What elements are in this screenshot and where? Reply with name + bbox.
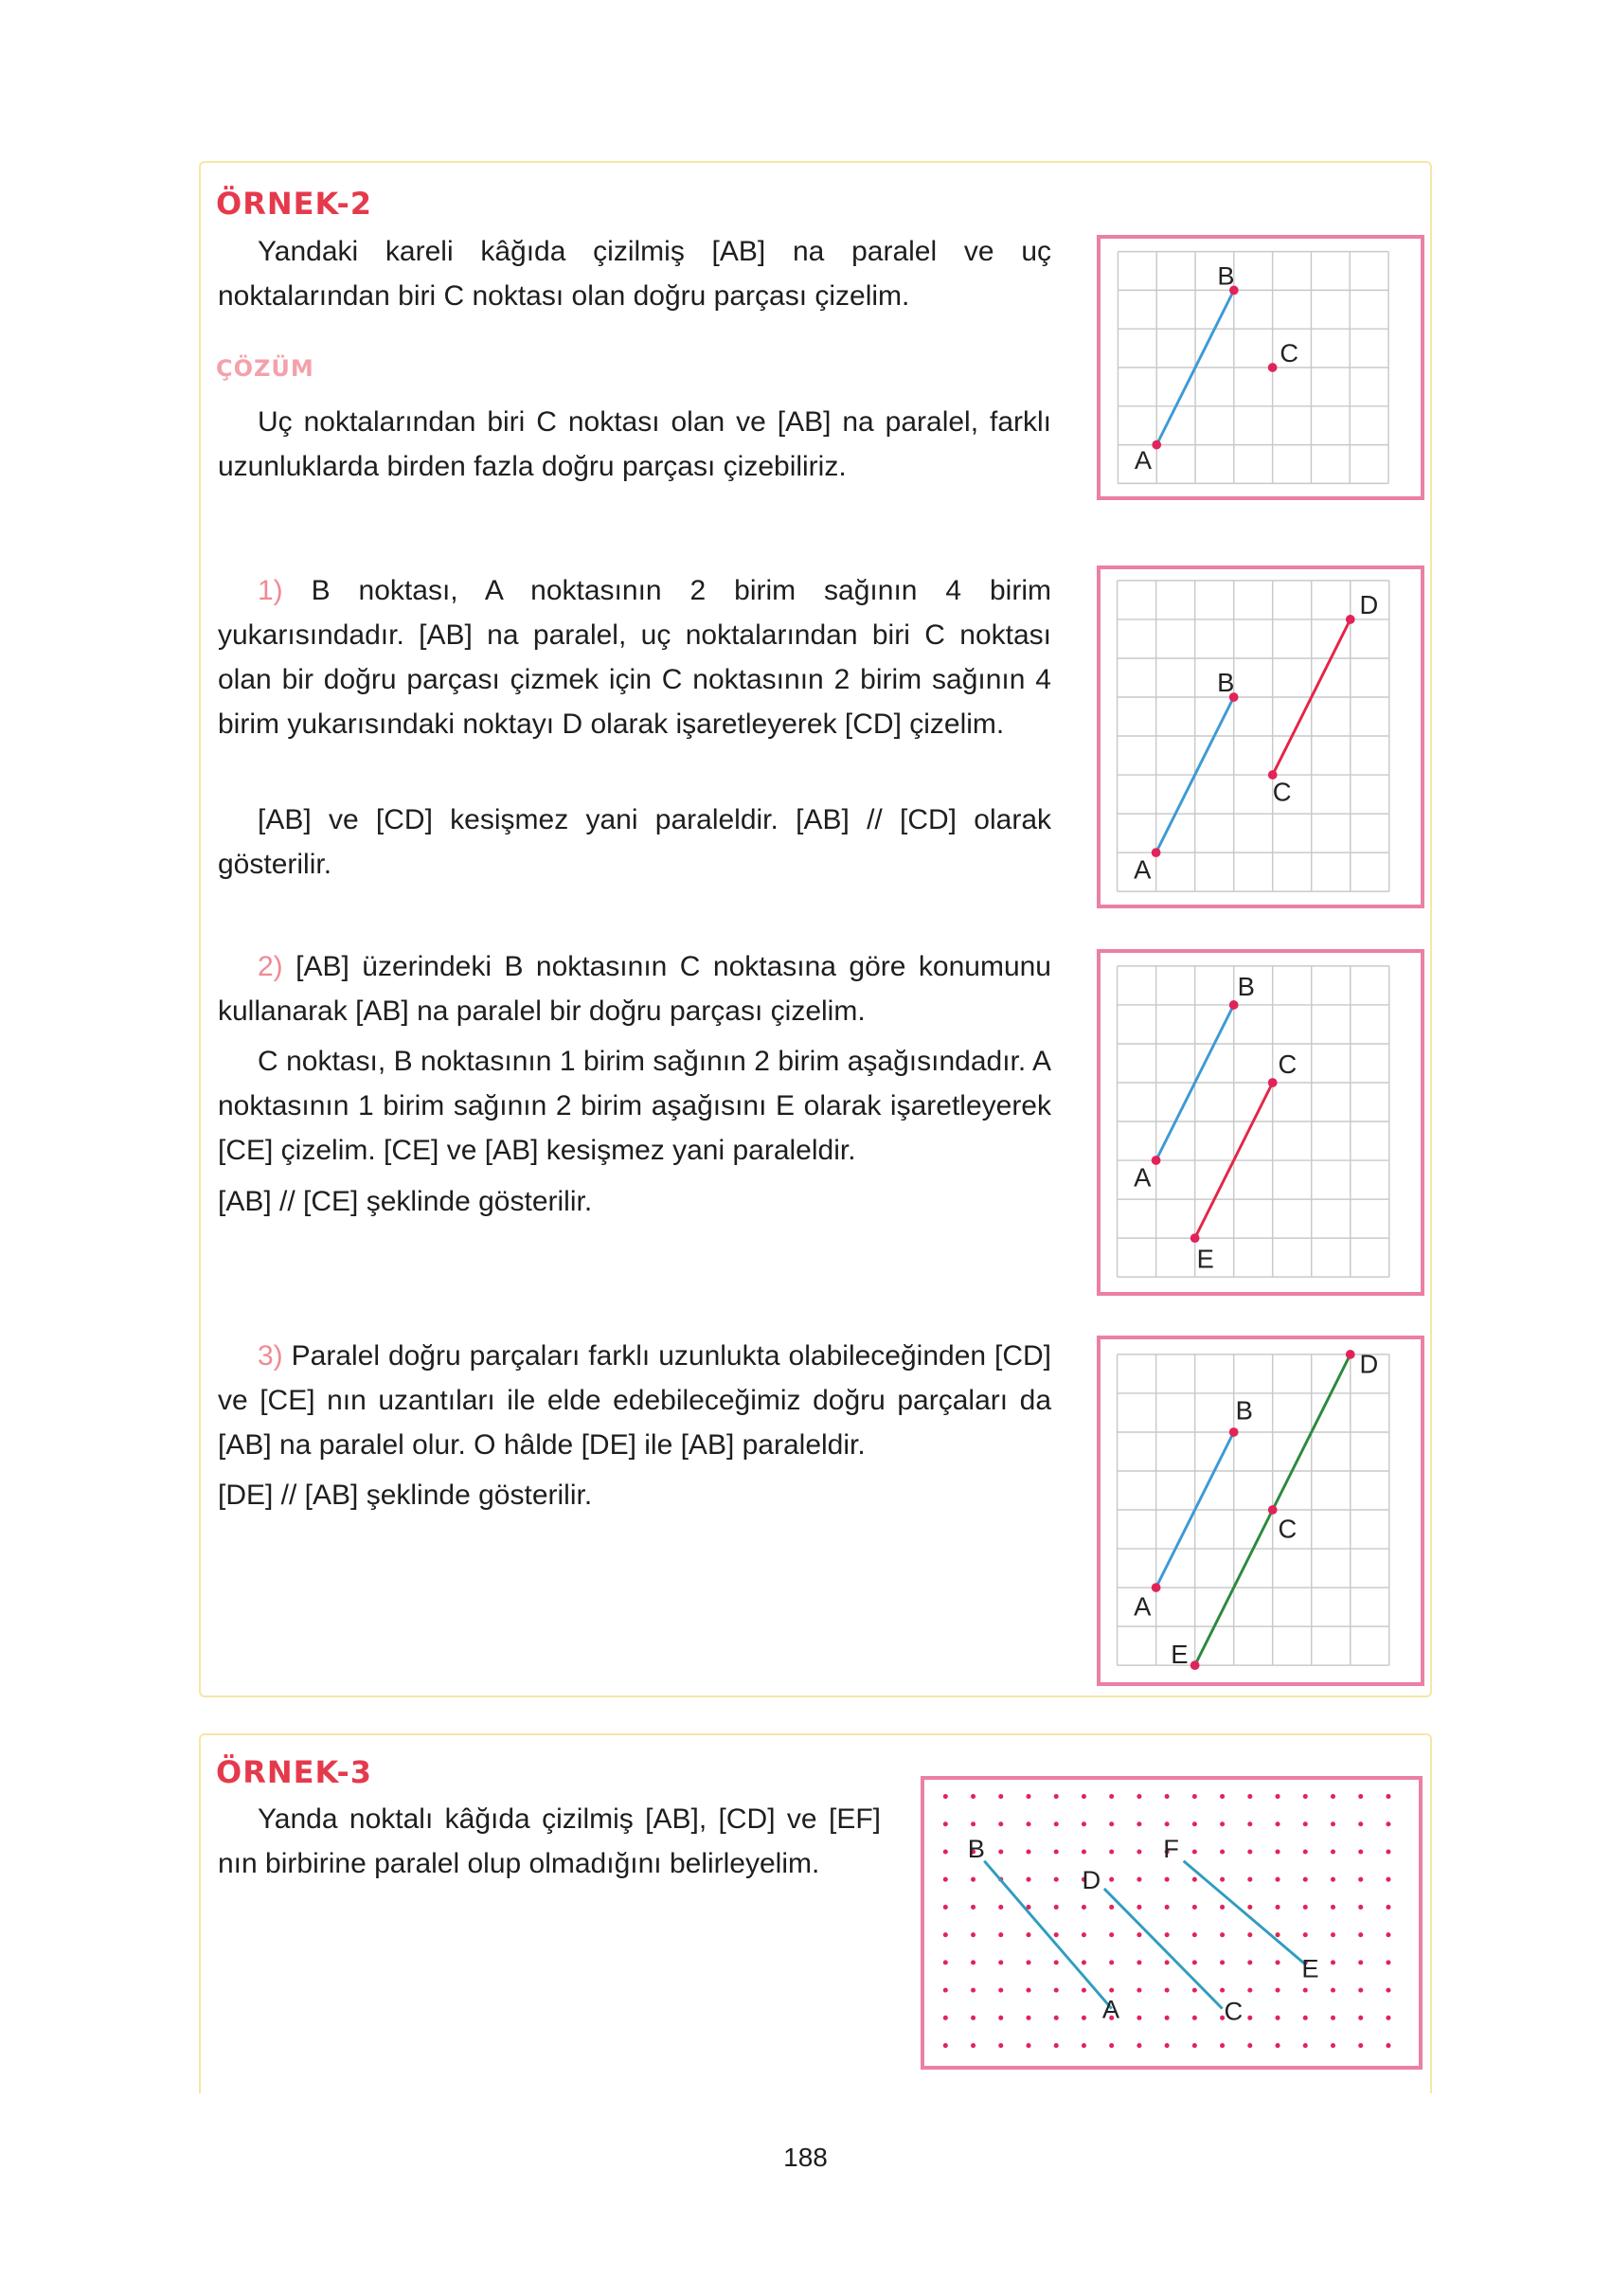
- grid-dot: [1386, 1932, 1390, 1937]
- grid-dot: [1082, 1960, 1086, 1964]
- label-b: B: [1237, 972, 1255, 1002]
- grid-dot: [1026, 2043, 1030, 2048]
- grid-dot: [1331, 2043, 1335, 2048]
- grid-dot: [1220, 1905, 1225, 1910]
- grid-dot: [1303, 1821, 1308, 1826]
- grid-dot: [1358, 1932, 1363, 1937]
- grid-dot: [1137, 2043, 1141, 2048]
- figure1-svg: [1101, 239, 1421, 496]
- grid-dot: [1247, 1849, 1252, 1854]
- grid-dot: [1165, 1877, 1170, 1882]
- figure1-grid: [1097, 235, 1424, 500]
- grid-dot: [1109, 1988, 1114, 1993]
- grid-dot: [1247, 2016, 1252, 2020]
- grid-dot: [971, 2016, 976, 2020]
- grid-dot: [1331, 1821, 1335, 1826]
- label-a: A: [1134, 444, 1153, 475]
- grid-dot: [1331, 2016, 1335, 2020]
- grid-dot: [1026, 1932, 1030, 1937]
- grid-dot: [1192, 1877, 1197, 1882]
- grid-dot: [1358, 1849, 1363, 1854]
- grid-dot: [1054, 1932, 1059, 1937]
- grid-dot: [998, 1960, 1003, 1964]
- grid-dot: [1082, 2016, 1086, 2020]
- grid-dot: [1386, 2043, 1390, 2048]
- grid-dot: [1109, 1849, 1114, 1854]
- grid-dot: [1026, 1794, 1030, 1799]
- grid-dot: [1082, 1932, 1086, 1937]
- segment-ef: [1184, 1861, 1306, 1964]
- label-b: B: [1235, 1395, 1253, 1426]
- grid-dot: [1220, 1821, 1225, 1826]
- grid-dot: [998, 2016, 1003, 2020]
- grid-dot: [1358, 2016, 1363, 2020]
- step2-body: [AB] üzerindeki B noktasının C noktasına göre konumunu kullanarak [AB] na paralel bir doğru parçası çizelim.: [218, 951, 1051, 1027]
- label-c: C: [1278, 1049, 1298, 1080]
- step1-note: [AB] ve [CD] kesişmez yani paraleldir. [AB] // [CD] olarak gösterilir.: [218, 804, 1051, 880]
- segment-cd: [1104, 1889, 1223, 2009]
- grid-dot: [1275, 1905, 1280, 1910]
- grid-dot: [1303, 1877, 1308, 1882]
- label-b: B: [1217, 260, 1235, 291]
- grid-dot: [1137, 1794, 1141, 1799]
- grid-dot: [1331, 1960, 1335, 1964]
- grid-dot: [1386, 1877, 1390, 1882]
- label-a: A: [1134, 1162, 1152, 1193]
- point-a: [1152, 440, 1161, 450]
- grid-dot: [1275, 1849, 1280, 1854]
- point-a: [1152, 1583, 1161, 1592]
- grid-dot: [998, 1849, 1003, 1854]
- dot-paper-dots: [943, 1794, 1391, 2048]
- grid-dot: [971, 1932, 976, 1937]
- point-b: [1229, 1000, 1239, 1010]
- grid-dot: [1109, 1794, 1114, 1799]
- figure4-gridlines: [1118, 1354, 1389, 1665]
- grid-dot: [943, 1988, 948, 1993]
- grid-dot: [1165, 1988, 1170, 1993]
- grid-dot: [1303, 1905, 1308, 1910]
- grid-dot: [1331, 1877, 1335, 1882]
- grid-dot: [1303, 2016, 1308, 2020]
- step2-note2: [AB] // [CE] şeklinde gösterilir.: [218, 1186, 593, 1217]
- grid-dot: [1026, 1849, 1030, 1854]
- grid-dot: [1220, 1849, 1225, 1854]
- grid-dot: [1220, 1960, 1225, 1964]
- point-d: [1346, 615, 1355, 624]
- grid-dot: [943, 1821, 948, 1826]
- grid-dot: [1275, 2043, 1280, 2048]
- grid-dot: [1109, 1960, 1114, 1964]
- grid-dot: [1303, 1988, 1308, 1993]
- grid-dot: [1247, 1794, 1252, 1799]
- grid-dot: [1247, 1932, 1252, 1937]
- grid-dot: [1082, 1794, 1086, 1799]
- dot-paper-svg: [924, 1780, 1419, 2066]
- grid-dot: [1386, 1794, 1390, 1799]
- grid-dot: [1109, 1932, 1114, 1937]
- grid-dot: [1192, 1988, 1197, 1993]
- example3-title: ÖRNEK-3: [216, 1754, 373, 1790]
- grid-dot: [1275, 1932, 1280, 1937]
- step2-text: [218, 944, 1051, 1033]
- grid-dot: [971, 1794, 976, 1799]
- grid-dot: [998, 1932, 1003, 1937]
- grid-dot: [1054, 1877, 1059, 1882]
- example3-question: Yanda noktalı kâğıda çizilmiş [AB], [CD] ve [EF] nın birbirine paralel olup olmadığını belirleyelim.: [218, 1803, 881, 1879]
- grid-dot: [1054, 1988, 1059, 1993]
- step1-body: B noktası, A noktasının 2 birim sağının 4 birim yukarısındadır. [AB] na paralel, uç noktalarından biri C noktası olan bir doğru parçası çizmek için C noktasının 2 birim sağının 4 birim yukarısındaki noktayı D olarak işaretleyerek [CD] çizelim.: [218, 575, 1051, 740]
- grid-dot: [1220, 1877, 1225, 1882]
- label-b: B: [1217, 668, 1235, 698]
- grid-dot: [1275, 1794, 1280, 1799]
- grid-dot: [1275, 1960, 1280, 1964]
- grid-dot: [1303, 1932, 1308, 1937]
- step1-text: [218, 568, 1051, 746]
- grid-dot: [1358, 1794, 1363, 1799]
- grid-dot: [1082, 1849, 1086, 1854]
- grid-dot: [1386, 2016, 1390, 2020]
- grid-dot: [1220, 1988, 1225, 1993]
- grid-dot: [1082, 1821, 1086, 1826]
- grid-dot: [971, 1960, 976, 1964]
- grid-dot: [1220, 2043, 1225, 2048]
- grid-dot: [1275, 2016, 1280, 2020]
- step3-text: [218, 1334, 1051, 1467]
- grid-dot: [1386, 1960, 1390, 1964]
- grid-dot: [1247, 1877, 1252, 1882]
- figure4-svg: [1101, 1339, 1421, 1682]
- figure2-grid: [1097, 565, 1424, 908]
- grid-dot: [1137, 2016, 1141, 2020]
- grid-dot: [1247, 2043, 1252, 2048]
- grid-dot: [1275, 1877, 1280, 1882]
- figure3-grid: [1097, 949, 1424, 1296]
- grid-dot: [1165, 1960, 1170, 1964]
- grid-dot: [1358, 1988, 1363, 1993]
- grid-dot: [1386, 1988, 1390, 1993]
- grid-dot: [971, 1877, 976, 1882]
- grid-dot: [998, 1988, 1003, 1993]
- grid-dot: [1247, 1821, 1252, 1826]
- grid-dot: [1109, 1877, 1114, 1882]
- grid-dot: [1247, 1960, 1252, 1964]
- grid-dot: [1165, 2016, 1170, 2020]
- grid-dot: [943, 1794, 948, 1799]
- grid-dot: [1192, 2016, 1197, 2020]
- grid-dot: [943, 1877, 948, 1882]
- grid-dot: [1192, 2043, 1197, 2048]
- dot-paper-figure: [921, 1776, 1423, 2070]
- label-a: A: [1134, 854, 1152, 885]
- grid-dot: [1358, 2043, 1363, 2048]
- point-c: [1268, 363, 1278, 372]
- grid-dot: [1082, 2043, 1086, 2048]
- label-c: C: [1280, 338, 1299, 368]
- grid-dot: [1192, 1905, 1197, 1910]
- grid-dot: [1082, 1905, 1086, 1910]
- step3-body: Paralel doğru parçaları farklı uzunlukta olabileceğinden [CD] ve [CE] nın uzantıları ile elde edebileceğimiz doğru parçaları da [AB] na paralel olur. O hâlde [DE] ile [AB] paraleldir.: [218, 1340, 1051, 1461]
- grid-dot: [1275, 1988, 1280, 1993]
- grid-dot: [1026, 1877, 1030, 1882]
- grid-dot: [943, 2016, 948, 2020]
- figure3-svg: [1101, 953, 1421, 1292]
- grid-dot: [1165, 1794, 1170, 1799]
- grid-dot: [971, 1905, 976, 1910]
- label-b: B: [967, 1833, 985, 1863]
- grid-dot: [1137, 1821, 1141, 1826]
- label-a: A: [1134, 1591, 1152, 1622]
- example2-question: Yandaki kareli kâğıda çizilmiş [AB] na paralel ve uç noktalarından biri C noktası olan doğru parçası çizelim.: [218, 236, 1051, 312]
- grid-dot: [1303, 2043, 1308, 2048]
- grid-dot: [1358, 1905, 1363, 1910]
- point-c: [1268, 1078, 1278, 1087]
- point-e: [1190, 1660, 1200, 1670]
- label-c: C: [1224, 1996, 1244, 2026]
- grid-dot: [1220, 1794, 1225, 1799]
- label-d: D: [1359, 1349, 1379, 1379]
- grid-dot: [1137, 1905, 1141, 1910]
- grid-dot: [1275, 1821, 1280, 1826]
- grid-dot: [1192, 1960, 1197, 1964]
- point-b: [1229, 1427, 1239, 1437]
- grid-dot: [971, 2043, 976, 2048]
- figure2-svg: [1101, 569, 1421, 905]
- step3-note: [DE] // [AB] şeklinde gösterilir.: [218, 1480, 593, 1511]
- figure2-gridlines: [1118, 581, 1389, 891]
- step1-number: 1): [258, 575, 283, 606]
- grid-dot: [943, 1932, 948, 1937]
- solution-heading: ÇÖZÜM: [216, 355, 314, 382]
- grid-dot: [1109, 2043, 1114, 2048]
- grid-dot: [1054, 1794, 1059, 1799]
- grid-dot: [1165, 1932, 1170, 1937]
- grid-dot: [1331, 1932, 1335, 1937]
- grid-dot: [943, 2043, 948, 2048]
- grid-dot: [1331, 1849, 1335, 1854]
- grid-dot: [971, 1821, 976, 1826]
- page-number: 188: [783, 2143, 828, 2172]
- solution-intro: Uç noktalarından biri C noktası olan ve [AB] na paralel, farklı uzunluklarda birden fazla doğru parçası çizebiliriz.: [218, 406, 1051, 482]
- grid-dot: [1386, 1821, 1390, 1826]
- grid-dot: [998, 1905, 1003, 1910]
- label-e: E: [1196, 1244, 1214, 1274]
- step2-number: 2): [258, 951, 283, 982]
- grid-dot: [1109, 1821, 1114, 1826]
- grid-dot: [1358, 1821, 1363, 1826]
- grid-dot: [1303, 1849, 1308, 1854]
- example2-title: ÖRNEK-2: [216, 186, 373, 222]
- grid-dot: [998, 1794, 1003, 1799]
- label-e: E: [1171, 1640, 1189, 1670]
- label-f: F: [1163, 1833, 1179, 1863]
- point-c: [1268, 1505, 1278, 1515]
- grid-dot: [1192, 1849, 1197, 1854]
- grid-dot: [1026, 2016, 1030, 2020]
- grid-dot: [1331, 1988, 1335, 1993]
- grid-dot: [1137, 1849, 1141, 1854]
- grid-dot: [1137, 1988, 1141, 1993]
- grid-dot: [1192, 1794, 1197, 1799]
- grid-dot: [943, 1849, 948, 1854]
- grid-dot: [1192, 1821, 1197, 1826]
- grid-dot: [1165, 1905, 1170, 1910]
- grid-dot: [1054, 1905, 1059, 1910]
- point-e: [1190, 1233, 1200, 1243]
- grid-dot: [943, 1905, 948, 1910]
- point-a: [1152, 848, 1161, 857]
- figure4-grid: [1097, 1336, 1424, 1686]
- grid-dot: [1165, 2043, 1170, 2048]
- grid-dot: [1247, 1988, 1252, 1993]
- step2-note: C noktası, B noktasının 1 birim sağının 2 birim aşağısındadır. A noktasının 1 birim sağının 2 birim aşağısını E olarak işaretleyerek [CE] çizelim. [CE] ve [AB] kesişmez yani paraleldir.: [218, 1046, 1051, 1166]
- grid-dot: [1192, 1932, 1197, 1937]
- label-a: A: [1101, 1994, 1120, 2024]
- label-d: D: [1082, 1864, 1101, 1894]
- grid-dot: [1165, 1821, 1170, 1826]
- grid-dot: [1026, 1960, 1030, 1964]
- grid-dot: [1220, 1932, 1225, 1937]
- grid-dot: [1331, 1905, 1335, 1910]
- label-e: E: [1301, 1953, 1319, 1983]
- grid-dot: [1303, 1794, 1308, 1799]
- point-a: [1152, 1156, 1161, 1165]
- step3-number: 3): [258, 1340, 283, 1372]
- grid-dot: [1331, 1794, 1335, 1799]
- grid-dot: [1082, 1988, 1086, 1993]
- grid-dot: [1386, 1849, 1390, 1854]
- grid-dot: [1054, 1849, 1059, 1854]
- grid-dot: [1247, 1905, 1252, 1910]
- grid-dot: [1137, 1960, 1141, 1964]
- label-c: C: [1272, 777, 1292, 807]
- grid-dot: [943, 1960, 948, 1964]
- grid-dot: [1137, 1877, 1141, 1882]
- grid-dot: [1386, 1905, 1390, 1910]
- grid-dot: [1054, 2016, 1059, 2020]
- grid-dot: [1054, 1960, 1059, 1964]
- grid-dot: [1358, 1877, 1363, 1882]
- grid-dot: [1054, 1821, 1059, 1826]
- grid-dot: [1026, 1821, 1030, 1826]
- grid-dot: [971, 1988, 976, 1993]
- label-c: C: [1278, 1514, 1298, 1544]
- grid-dot: [1358, 1960, 1363, 1964]
- grid-dot: [998, 2043, 1003, 2048]
- grid-dot: [1137, 1932, 1141, 1937]
- grid-dot: [1026, 1988, 1030, 1993]
- grid-dot: [1054, 2043, 1059, 2048]
- grid-dot: [998, 1821, 1003, 1826]
- label-d: D: [1359, 590, 1379, 620]
- grid-dot: [1109, 1905, 1114, 1910]
- point-d: [1346, 1350, 1355, 1359]
